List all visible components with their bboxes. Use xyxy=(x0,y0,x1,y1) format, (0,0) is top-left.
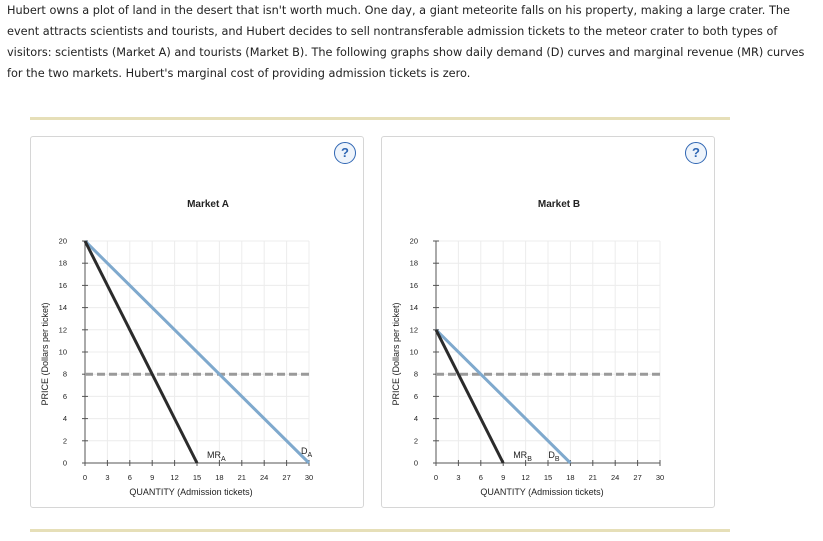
y-tick-label: 12 xyxy=(58,325,67,335)
x-axis-label: QUANTITY (Admission tickets) xyxy=(480,487,604,497)
y-tick-label: 12 xyxy=(409,325,418,335)
bottom-divider xyxy=(30,529,730,532)
x-axis-label: QUANTITY (Admission tickets) xyxy=(129,487,253,497)
y-tick-label: 0 xyxy=(413,458,418,468)
demand-label: $D_A$ xyxy=(301,446,313,459)
x-tick-label: 27 xyxy=(282,473,291,482)
x-tick-label: 6 xyxy=(127,473,132,482)
help-button[interactable]: ? xyxy=(685,142,707,164)
y-tick-label: 18 xyxy=(409,258,418,268)
y-axis-label: PRICE (Dollars per ticket) xyxy=(391,302,401,406)
x-tick-label: 0 xyxy=(82,473,88,482)
y-tick-label: 16 xyxy=(409,280,418,290)
y-tick-label: 14 xyxy=(58,303,67,313)
x-tick-label: 0 xyxy=(433,473,439,482)
top-divider xyxy=(30,117,730,120)
x-tick-label: 30 xyxy=(655,473,665,482)
y-tick-label: 8 xyxy=(62,369,67,379)
y-tick-label: 16 xyxy=(58,280,67,290)
y-tick-label: 20 xyxy=(409,236,418,246)
y-tick-label: 0 xyxy=(62,458,67,468)
y-tick-label: 4 xyxy=(62,414,67,424)
y-tick-label: 2 xyxy=(413,436,418,446)
market-b-panel xyxy=(381,136,715,508)
x-tick-label: 3 xyxy=(456,473,461,482)
x-tick-label: 9 xyxy=(501,473,506,482)
x-tick-label: 30 xyxy=(304,473,314,482)
x-tick-label: 15 xyxy=(543,473,553,482)
mr-label: $MR_B$ xyxy=(513,450,532,463)
x-tick-label: 18 xyxy=(566,473,575,482)
x-tick-label: 21 xyxy=(237,473,246,482)
x-tick-label: 3 xyxy=(105,473,110,482)
x-tick-label: 24 xyxy=(611,473,620,482)
x-tick-label: 21 xyxy=(588,473,597,482)
market-a-panel xyxy=(30,136,364,508)
mr-label: $MR_A$ xyxy=(207,450,226,463)
y-tick-label: 10 xyxy=(409,347,418,357)
demand-label: $D_B$ xyxy=(548,450,560,463)
x-tick-label: 24 xyxy=(260,473,269,482)
x-tick-label: 18 xyxy=(215,473,224,482)
chart-title: Market A xyxy=(187,199,229,210)
problem-text: Hubert owns a plot of land in the desert that isn't worth much. One day, a giant meteorite falls on his property, making a large crater. The event attracts scientists and tourists, and Hubert decides to sell nontransferable admission tickets to the meteor crater to both types of visitors: scientists (Market A) and tourists (Market B). The following graphs show daily demand (D) curves and marginal revenue (MR) curves for the two markets. Hubert's marginal cost of providing admission tickets is zero. xyxy=(7,4,805,80)
y-tick-label: 4 xyxy=(413,414,418,424)
y-tick-label: 8 xyxy=(413,369,418,379)
x-tick-label: 15 xyxy=(192,473,202,482)
x-tick-label: 12 xyxy=(170,473,179,482)
y-tick-label: 20 xyxy=(58,236,67,246)
y-tick-label: 2 xyxy=(62,436,67,446)
chart-title: Market B xyxy=(537,199,581,210)
help-button[interactable]: ? xyxy=(334,142,356,164)
x-tick-label: 6 xyxy=(478,473,483,482)
y-tick-label: 14 xyxy=(409,303,418,313)
market-b-chart xyxy=(382,137,714,507)
market-a-chart xyxy=(31,137,363,507)
y-axis-label: PRICE (Dollars per ticket) xyxy=(40,302,50,406)
y-tick-label: 6 xyxy=(62,391,67,401)
x-tick-label: 9 xyxy=(150,473,155,482)
y-tick-label: 18 xyxy=(58,258,67,268)
x-tick-label: 27 xyxy=(633,473,642,482)
x-tick-label: 12 xyxy=(521,473,530,482)
y-tick-label: 6 xyxy=(413,391,418,401)
y-tick-label: 10 xyxy=(58,347,67,357)
